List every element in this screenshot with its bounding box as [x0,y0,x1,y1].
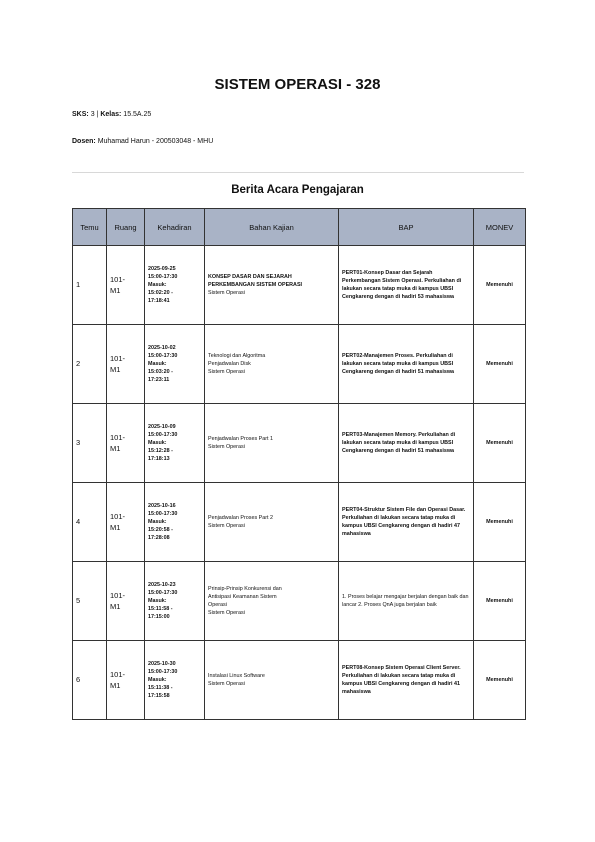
ruang-line: 101- [110,669,126,679]
kehadiran-line: 15:00-17:30 [148,431,178,438]
header-ruang: Ruang [107,209,145,246]
kehadiran-line: Masuk: [148,360,167,367]
kehadiran-line: 15:11:58 - [148,606,173,613]
dosen-value: Muhamad Harun - 200503048 - MHU [97,138,214,145]
ruang-line: M1 [110,681,121,690]
dosen-label: Dosen: [72,138,96,145]
kehadiran-line: 15:00-17:30 [148,352,178,359]
kehadiran-line: 15:20:58 - [148,527,173,534]
kehadiran-line: 15:11:38 - [148,685,173,692]
kehadiran-line: 2025-09-25 [148,265,176,272]
kehadiran-line: 15:00-17:30 [148,589,178,596]
ruang-cell [107,404,145,483]
kehadiran-line: Masuk: [148,597,167,604]
bahan-line: Instalasi Linux Software [208,672,265,679]
ruang-cell [107,562,145,641]
bahan-line: Teknologi dan Algoritma [208,352,266,359]
section-title: Berita Acara Pengajaran [231,184,364,196]
monev-cell: Memenuhi [474,483,526,562]
kehadiran-line: 15:00-17:30 [148,273,178,280]
monev-cell: Memenuhi [474,325,526,404]
bahan-line: Operasi [208,602,227,608]
kehadiran-cell [145,483,205,562]
bahan-line: PERKEMBANGAN SISTEM OPERASI [208,281,303,288]
kehadiran-line: Masuk: [148,439,167,446]
bahan-kajian-cell [205,641,339,720]
header-kehadiran: Kehadiran [145,209,205,246]
temu-cell: 2 [73,325,107,404]
ruang-cell [107,483,145,562]
bap-table [72,208,526,720]
table-row [73,325,526,404]
kelas-label: Kelas: [100,111,122,118]
bahan-line: Sistem Operasi [208,444,245,450]
sks-label: SKS: [72,111,89,118]
table-row [73,404,526,483]
header-bahan-kajian: Bahan Kajian [205,209,339,246]
ruang-line: 101- [110,274,126,284]
bahan-kajian-cell [205,246,339,325]
kehadiran-line: 15:03:20 - [148,369,173,376]
kehadiran-line: 2025-10-09 [148,423,176,430]
bahan-line: Sistem Operasi [208,369,245,376]
kehadiran-cell [145,641,205,720]
kehadiran-cell [145,562,205,641]
ruang-line: M1 [110,602,121,611]
kehadiran-line: Masuk: [148,518,167,525]
monev-cell: Memenuhi [474,641,526,720]
bahan-line: Sistem Operasi [208,610,245,617]
header-monev: MONEV [474,209,526,246]
ruang-cell [107,641,145,720]
kehadiran-cell [145,404,205,483]
kehadiran-line: 17:18:13 [148,456,170,463]
bahan-line: KONSEP DASAR DAN SEJARAH [208,273,292,280]
kehadiran-cell [145,325,205,404]
kehadiran-line: 15:12:28 - [148,448,173,455]
ruang-line: M1 [110,523,121,532]
table-header-row [73,209,526,246]
temu-cell: 4 [73,483,107,562]
temu-cell: 1 [73,246,107,325]
bahan-line: Penjadwalan Disk [208,360,251,367]
meta-separator: | [96,111,99,118]
temu-cell: 5 [73,562,107,641]
temu-cell: 6 [73,641,107,720]
bahan-line: Antisipasi Keamanan Sistem [208,593,277,600]
header-bap: BAP [339,209,474,246]
table-row [73,641,526,720]
monev-cell: Memenuhi [474,562,526,641]
bap-cell: PERT02-Manajemen Proses. Perkuliahan di lakukan secara tatap muka di kampus UBSI Cengkareng dengan di hadiri 51 mahasiswa [339,325,474,404]
bahan-kajian-cell [205,483,339,562]
ruang-cell [107,325,145,404]
lecturer-info [72,138,213,145]
bahan-kajian-cell [205,404,339,483]
kehadiran-line: 2025-10-02 [148,344,176,351]
bap-cell: PERT01-Konsep Dasar dan Sejarah Perkembangan Sistem Operasi. Perkuliahan di lakukan secara tatap muka di kampus UBSI Cengkareng dengan di hadiri 53 mahasiswa [339,246,474,325]
monev-cell: Memenuhi [474,246,526,325]
kehadiran-line: 2025-10-23 [148,581,176,588]
kehadiran-line: 17:15:00 [148,614,170,621]
kehadiran-line: Masuk: [148,676,167,683]
kehadiran-line: 2025-10-30 [148,660,176,667]
bahan-line: Prinsip-Prinsip Konkurensi dan [208,585,282,592]
bahan-line: Sistem Operasi [208,290,245,297]
kehadiran-line: 15:00-17:30 [148,668,178,675]
bahan-kajian-cell [205,562,339,641]
bahan-line: Sistem Operasi [208,523,245,529]
table-row [73,246,526,325]
monev-cell: Memenuhi [474,404,526,483]
divider [72,172,524,173]
ruang-line: M1 [110,365,121,374]
kehadiran-line: 15:00-17:30 [148,510,178,517]
ruang-line: 101- [110,511,126,521]
bahan-line: Sistem Operasi [208,681,245,687]
kehadiran-line: 17:15:58 [148,693,170,700]
bap-cell: PERT08-Konsep Sistem Operasi Client Server. Perkuliahan di lakukan secara tatap muka di kampus UBSI Cengkareng dengan di hadiri 41 mahasiswa [339,641,474,720]
bahan-line: Penjadwalan Proses Part 1 [208,435,274,442]
ruang-line: M1 [110,286,121,295]
kehadiran-line: 2025-10-16 [148,502,176,509]
temu-cell: 3 [73,404,107,483]
bahan-kajian-cell [205,325,339,404]
ruang-line: 101- [110,432,126,442]
kehadiran-cell [145,246,205,325]
ruang-line: 101- [110,590,126,600]
page-title: SISTEM OPERASI - 328 [214,76,381,93]
ruang-line: M1 [110,444,121,453]
kehadiran-line: 17:28:08 [148,535,170,542]
kehadiran-line: 17:18:41 [148,298,170,305]
ruang-cell [107,246,145,325]
bap-cell: PERT04-Struktur Sistem File dan Operasi Dasar. Perkuliahan di lakukan secara tatap muka di kampus UBSI Cengkareng dengan di hadiri 47 mahasiswa [339,483,474,562]
table-row [73,562,526,641]
bap-cell: 1. Proses belajar mengajar berjalan dengan baik dan lancar 2. Proses QnA juga berjalan baik [339,562,474,641]
kelas-value: 15.5A.25 [123,111,152,118]
kehadiran-line: 17:23:11 [148,377,170,384]
ruang-line: 101- [110,353,126,363]
table-row [73,483,526,562]
kehadiran-line: 15:02:20 - [148,290,173,297]
header-temu: Temu [73,209,107,246]
kehadiran-line: Masuk: [148,281,167,288]
course-info [72,111,151,118]
sks-value: 3 [90,111,95,118]
bahan-line: Penjadwalan Proses Part 2 [208,514,274,521]
bap-cell: PERT03-Manajemen Memory. Perkuliahan di lakukan secara tatap muka di kampus UBSI Cengkareng dengan di hadiri 51 mahasiswa [339,404,474,483]
